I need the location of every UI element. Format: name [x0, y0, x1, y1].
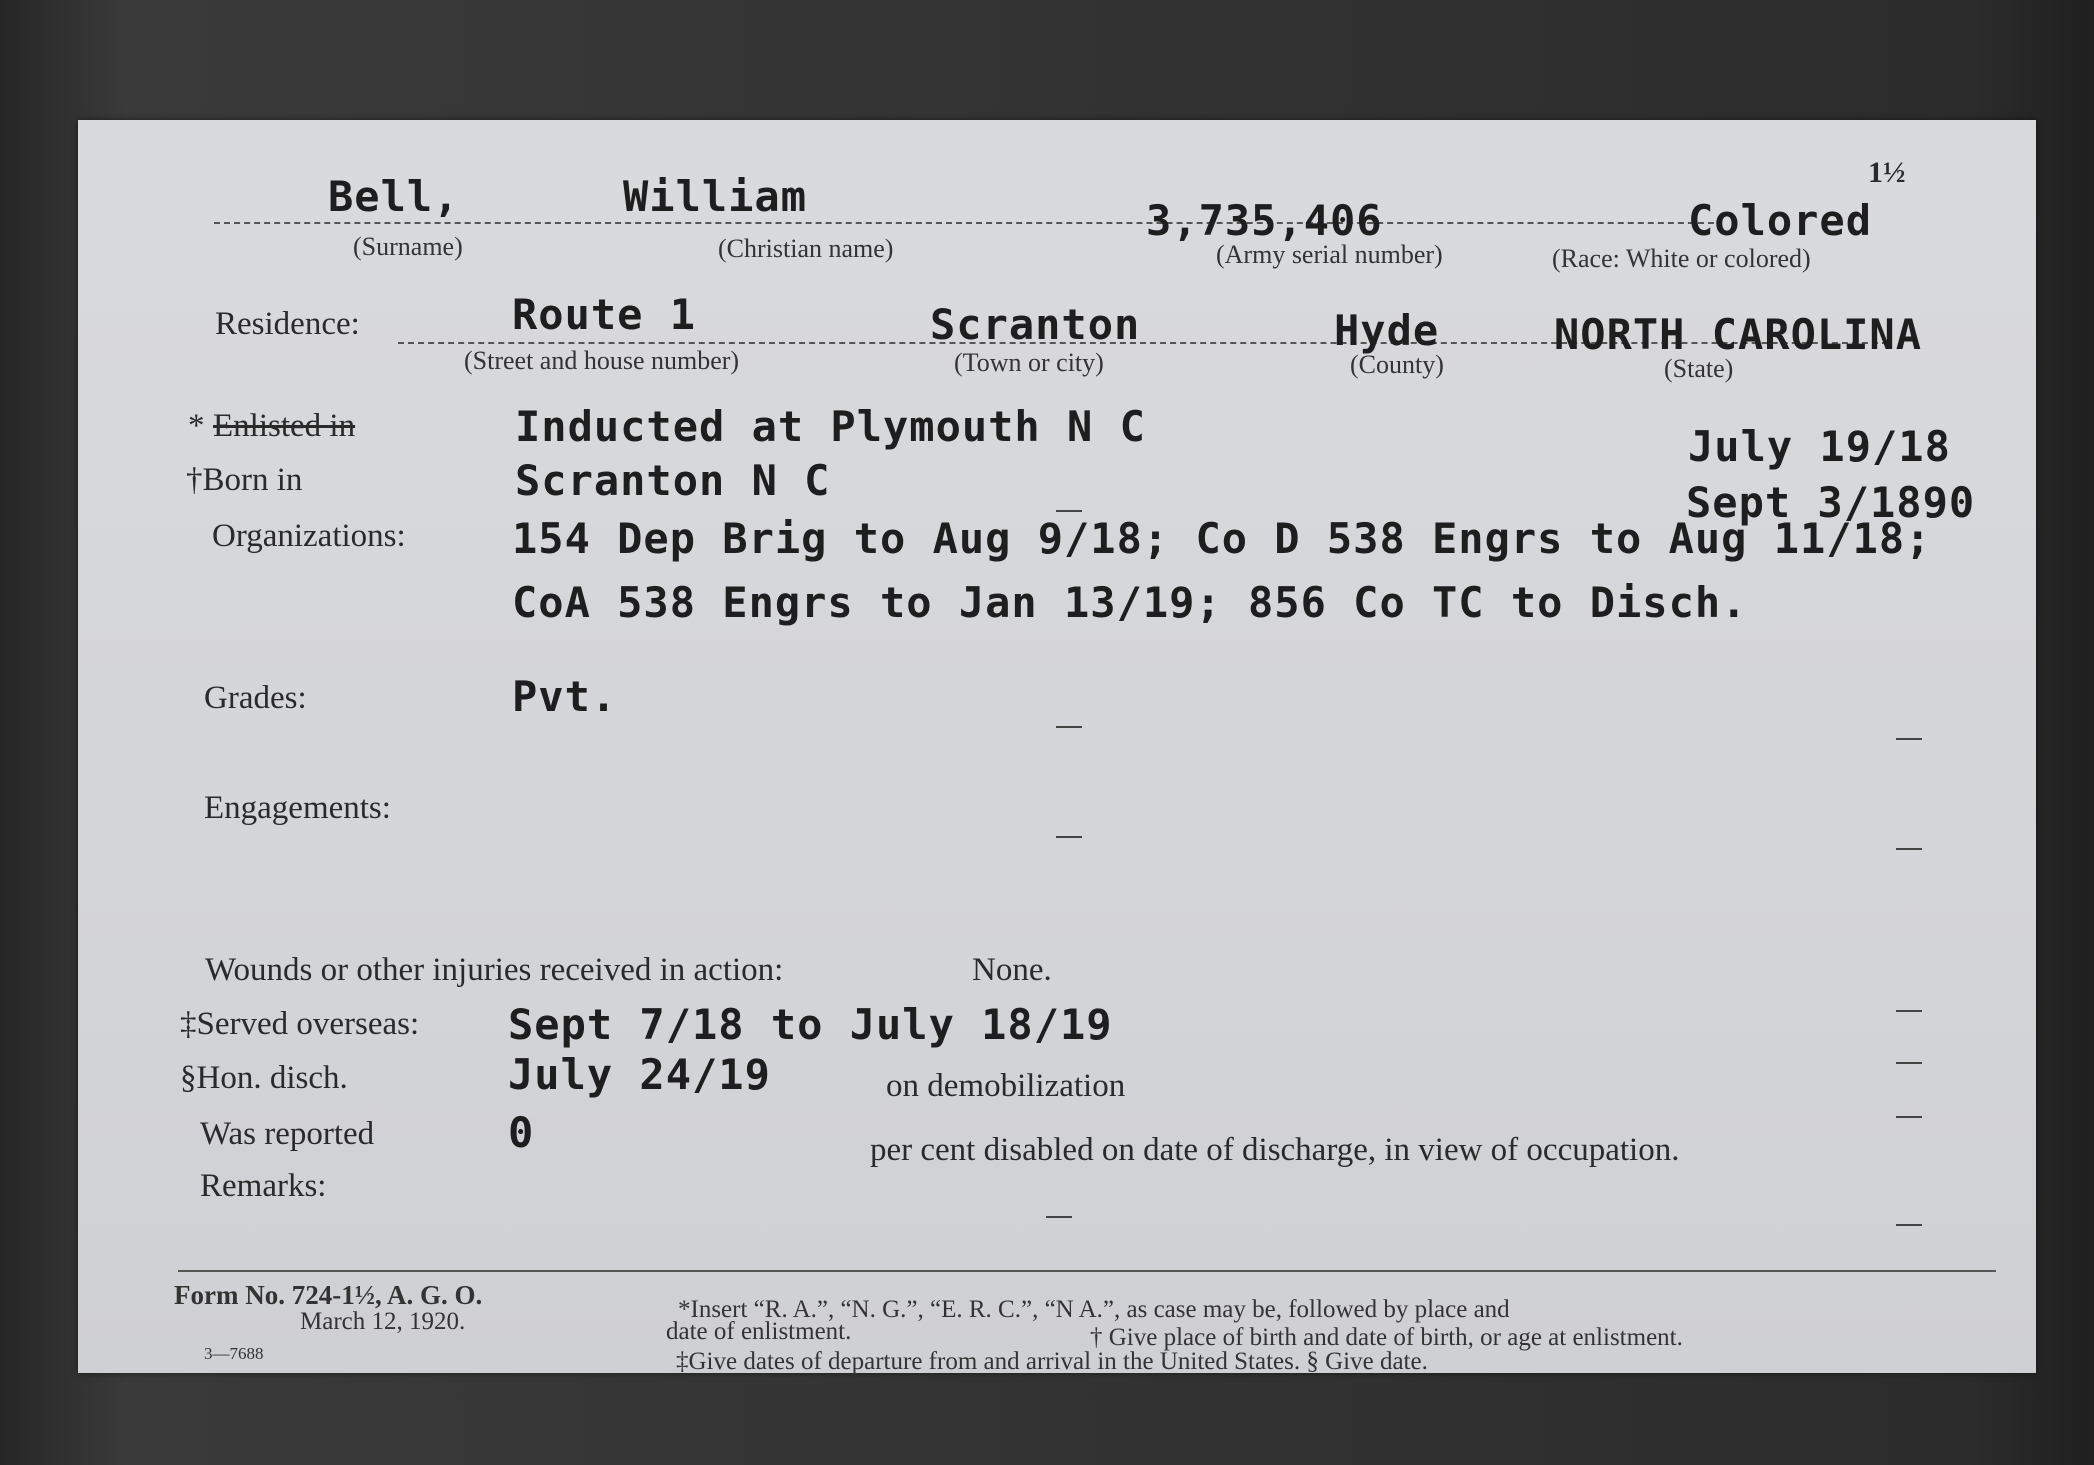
- was-reported-text: per cent disabled on date of discharge, in view of occupation.: [870, 1132, 1680, 1168]
- enlisted-label: Enlisted in: [213, 408, 356, 444]
- engagements-label: Engagements:: [204, 790, 391, 826]
- footnote-overseas: ‡Give dates of departure from and arrival in the United States. § Give date.: [676, 1348, 1428, 1375]
- center-dash: [1056, 726, 1082, 728]
- print-code: 3—7688: [204, 1344, 264, 1363]
- card-number: 1½: [1868, 156, 1906, 189]
- hon-disch-label: §Hon. disch.: [180, 1060, 348, 1096]
- surname-caption: (Surname): [353, 232, 463, 261]
- street-value: Route 1: [512, 290, 697, 339]
- served-overseas-label: ‡Served overseas:: [180, 1006, 420, 1042]
- footnote-birth: † Give place of birth and date of birth, or age at enlistment.: [1090, 1324, 1683, 1351]
- was-reported-value: 0: [508, 1108, 535, 1157]
- enlisted-marker: *: [188, 408, 205, 444]
- form-number: Form No. 724-1½, A. G. O.: [174, 1280, 483, 1310]
- serial-number-caption: (Army serial number): [1216, 240, 1443, 269]
- serial-number-value: 3,735,406: [1146, 196, 1383, 245]
- was-reported-label: Was reported: [200, 1116, 375, 1152]
- wounds-value: None.: [972, 952, 1052, 988]
- county-caption: (County): [1350, 350, 1444, 379]
- name-line: [214, 222, 1714, 224]
- born-date: Sept 3/1890: [1686, 478, 1976, 527]
- margin-dash: [1896, 738, 1922, 740]
- county-value: Hyde: [1334, 306, 1440, 355]
- state-caption: (State): [1664, 354, 1734, 383]
- form-date: March 12, 1920.: [300, 1308, 466, 1335]
- margin-dash: [1896, 1062, 1922, 1064]
- town-caption: (Town or city): [954, 348, 1104, 377]
- enlisted-date: July 19/18: [1688, 422, 1951, 471]
- service-record-card: [78, 120, 2036, 1373]
- race-value: Colored: [1688, 196, 1873, 245]
- organizations-label: Organizations:: [212, 518, 406, 554]
- grades-label: Grades:: [204, 680, 307, 716]
- race-caption: (Race: White or colored): [1552, 244, 1811, 273]
- margin-dash: [1896, 848, 1922, 850]
- state-value: NORTH CAROLINA: [1554, 310, 1923, 359]
- hon-disch-date: July 24/19: [508, 1050, 771, 1099]
- center-dash: [1056, 510, 1082, 512]
- hon-disch-note: on demobilization: [886, 1068, 1126, 1104]
- footer-rule: [178, 1270, 1996, 1272]
- margin-dash: [1896, 1010, 1922, 1012]
- born-label: †Born in: [186, 462, 303, 498]
- remarks-label: Remarks:: [200, 1168, 327, 1204]
- wounds-label: Wounds or other injuries received in action:: [205, 952, 784, 988]
- surname-value: Bell,: [328, 172, 460, 221]
- served-overseas-value: Sept 7/18 to July 18/19: [508, 1000, 1113, 1049]
- street-caption: (Street and house number): [464, 346, 740, 375]
- grades-value: Pvt.: [512, 672, 618, 721]
- christian-name-value: William: [623, 172, 808, 221]
- footnote-enlistment-cont: date of enlistment.: [666, 1318, 852, 1345]
- christian-name-caption: (Christian name): [718, 234, 894, 263]
- residence-label: Residence:: [215, 306, 360, 342]
- center-dash: [1046, 1216, 1072, 1218]
- enlisted-value: Inducted at Plymouth N C: [515, 402, 1146, 451]
- margin-dash: [1896, 1224, 1922, 1226]
- town-value: Scranton: [930, 300, 1141, 349]
- born-value: Scranton N C: [515, 456, 831, 505]
- organizations-line-2: CoA 538 Engrs to Jan 13/19; 856 Co TC to Disch.: [512, 578, 1748, 627]
- footnote-enlistment: *Insert “R. A.”, “N. G.”, “E. R. C.”, “N A.”, as case may be, followed by place and: [678, 1296, 1510, 1323]
- center-dash: [1056, 836, 1082, 838]
- organizations-line-1: 154 Dep Brig to Aug 9/18; Co D 538 Engrs to Aug 11/18;: [512, 514, 1932, 563]
- margin-dash: [1896, 1116, 1922, 1118]
